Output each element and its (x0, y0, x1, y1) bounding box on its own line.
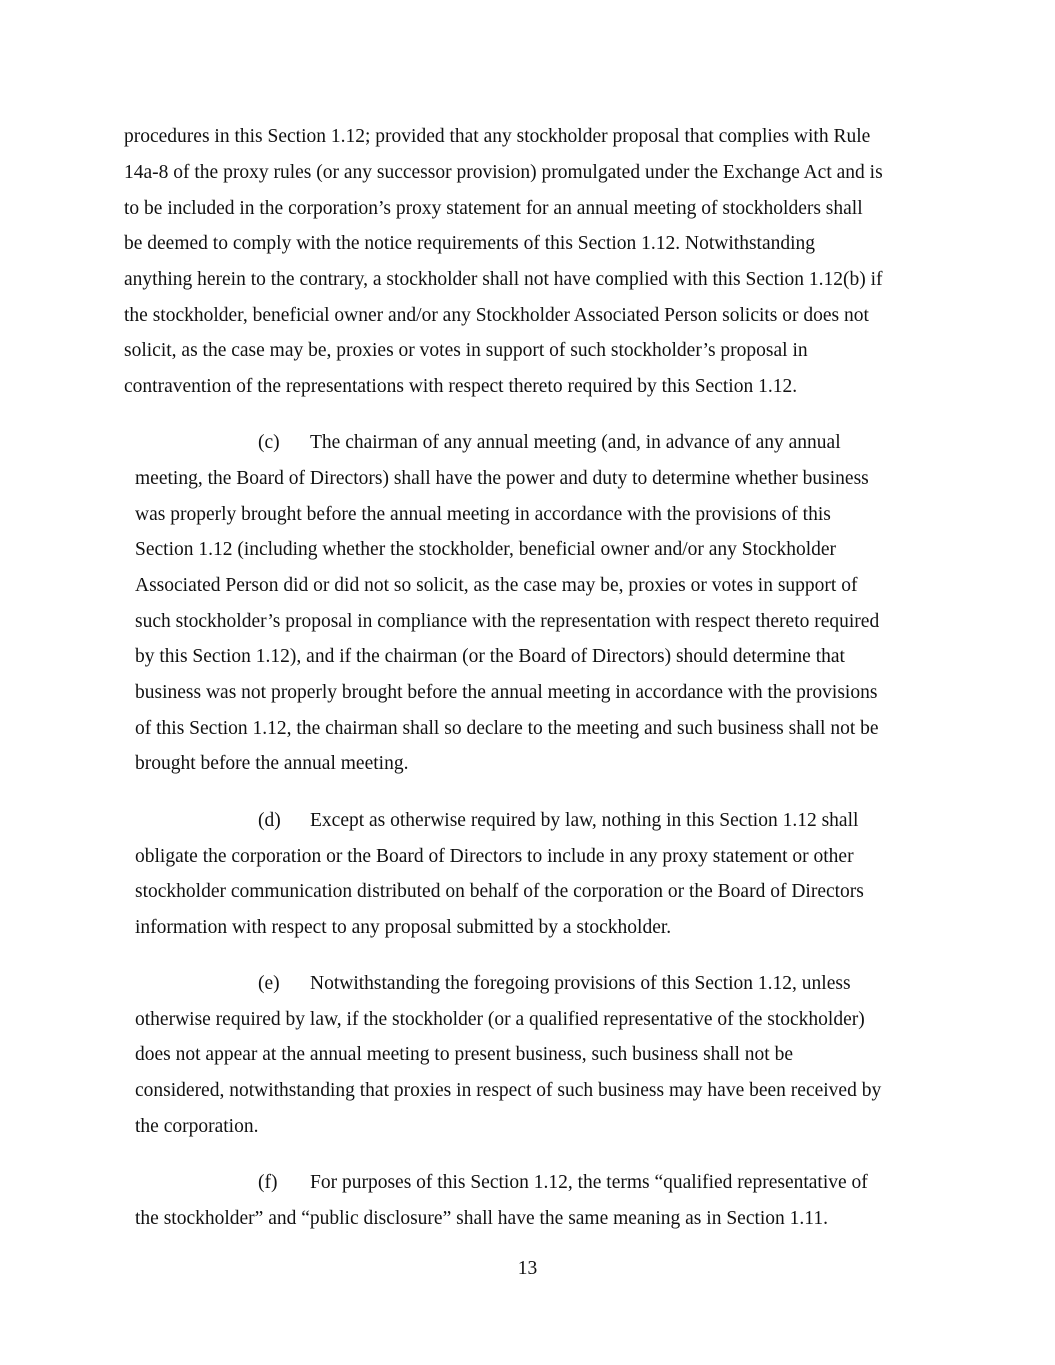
paragraph-line: solicit, as the case may be, proxies or votes in support of such stockholder’s proposal in (124, 340, 808, 361)
paragraph-line: anything herein to the contrary, a stockholder shall not have complied with this Section 1.12(b) if (124, 269, 883, 290)
paragraph-line: meeting, the Board of Directors) shall have the power and duty to determine whether business (135, 468, 869, 489)
paragraph-line: the stockholder, beneficial owner and/or any Stockholder Associated Person solicits or does not (124, 305, 869, 326)
paragraph-line: obligate the corporation or the Board of Directors to include in any proxy statement or other (135, 846, 854, 867)
paragraph-line: For purposes of this Section 1.12, the terms “qualified representative of (310, 1172, 868, 1193)
paragraph-line: contravention of the representations with respect thereto required by this Section 1.12. (124, 376, 798, 397)
paragraph-line: 14a-8 of the proxy rules (or any successor provision) promulgated under the Exchange Act and is (124, 162, 883, 183)
paragraph-line: be deemed to comply with the notice requirements of this Section 1.12. Notwithstanding (124, 233, 816, 254)
paragraph-line: business was not properly brought before the annual meeting in accordance with the provisions (135, 682, 878, 703)
paragraph-line: Section 1.12 (including whether the stockholder, beneficial owner and/or any Stockholder (135, 539, 837, 560)
section-label: (e) (258, 973, 280, 994)
paragraph-line: the stockholder” and “public disclosure” shall have the same meaning as in Section 1.11. (135, 1208, 828, 1229)
paragraph-line: brought before the annual meeting. (135, 753, 409, 774)
paragraph-line: Notwithstanding the foregoing provisions of this Section 1.12, unless (310, 973, 851, 994)
paragraph-line: considered, notwithstanding that proxies in respect of such business may have been received by (135, 1080, 882, 1101)
paragraph-line: Associated Person did or did not so solicit, as the case may be, proxies or votes in support of (135, 575, 858, 596)
paragraph-line: by this Section 1.12), and if the chairman (or the Board of Directors) should determine that (135, 646, 845, 667)
paragraph-line: The chairman of any annual meeting (and, in advance of any annual (310, 432, 841, 453)
paragraph-line: stockholder communication distributed on behalf of the corporation or the Board of Directors (135, 881, 864, 902)
paragraph-line: the corporation. (135, 1116, 259, 1137)
paragraph-line: to be included in the corporation’s proxy statement for an annual meeting of stockholders shall (124, 198, 863, 219)
paragraph-line: of this Section 1.12, the chairman shall so declare to the meeting and such business shall not be (135, 718, 879, 739)
paragraph-line: otherwise required by law, if the stockholder (or a qualified representative of the stockholder) (135, 1009, 865, 1030)
section-label: (f) (258, 1172, 278, 1193)
page-number: 13 (517, 1258, 538, 1279)
paragraph-line: information with respect to any proposal submitted by a stockholder. (135, 917, 672, 938)
paragraph-line: does not appear at the annual meeting to present business, such business shall not be (135, 1044, 793, 1065)
paragraph-line: Except as otherwise required by law, nothing in this Section 1.12 shall (310, 810, 859, 831)
paragraph-line: procedures in this Section 1.12; provided that any stockholder proposal that complies with Rule (124, 126, 871, 147)
section-label: (d) (258, 810, 281, 831)
paragraph-line: such stockholder’s proposal in compliance with the representation with respect thereto required (135, 611, 880, 632)
section-label: (c) (258, 432, 280, 453)
paragraph-line: was properly brought before the annual meeting in accordance with the provisions of this (135, 504, 831, 525)
